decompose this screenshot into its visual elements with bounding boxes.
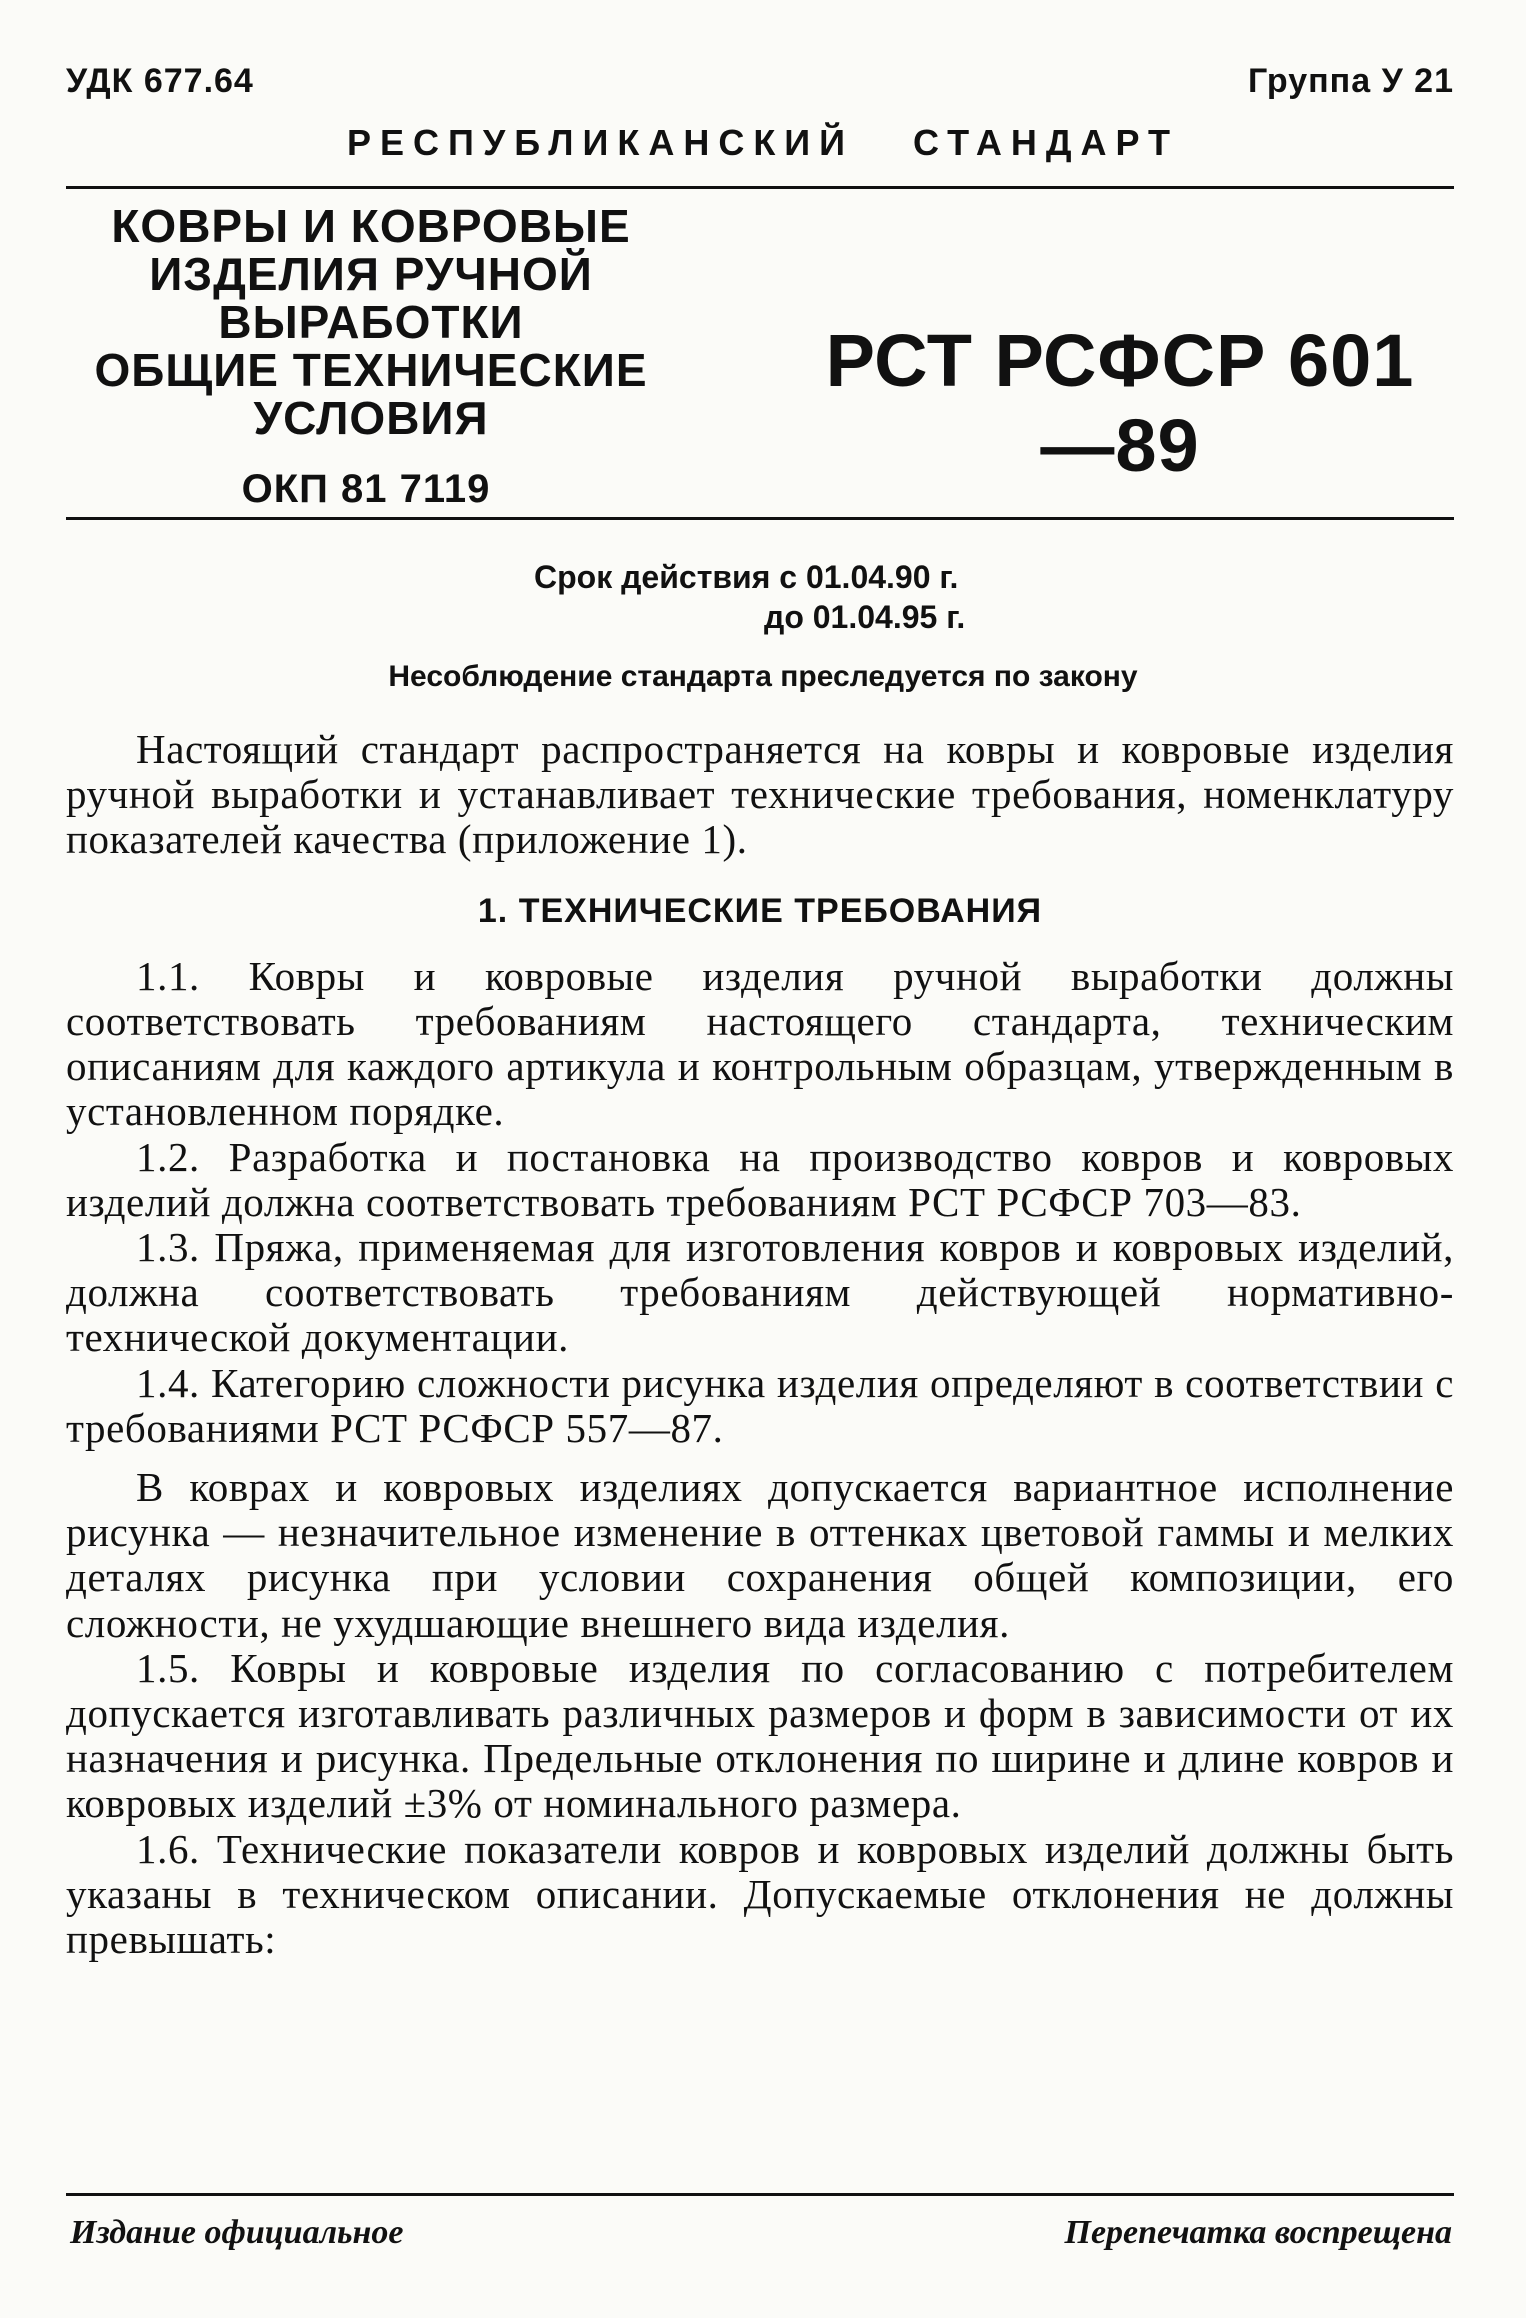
okp-code: ОКП 81 7119 <box>241 467 491 511</box>
document-body <box>66 727 1454 1962</box>
validity-to: до 01.04.95 г. <box>764 599 966 635</box>
standard-designation: РСТ РСФСР 601—89 <box>825 319 1415 487</box>
title-line-2: ИЗДЕЛИЯ РУЧНОЙ <box>149 248 593 300</box>
title-line-5: УСЛОВИЯ <box>253 392 489 444</box>
standard-type-heading: РЕСПУБЛИКАНСКИЙ СТАНДАРТ <box>346 122 1180 163</box>
validity-period <box>534 557 965 637</box>
reprint-prohibited-note: Перепечатка воспрещена <box>1064 2214 1452 2251</box>
official-edition-note: Издание официальное <box>70 2214 404 2251</box>
section-1-heading: 1. ТЕХНИЧЕСКИЕ ТРЕБОВАНИЯ <box>477 891 1043 930</box>
clause-1-5: 1.5. Ковры и ковровые изделия по согласованию с потребителем допускается изготавливать различных размеров и форм в зависимости от их назначения и рисунка. Предельные отклонения по ширине и длине ковров и ковровых изделий ±3% от номинального размера. <box>66 1644 1454 1827</box>
clause-1-2: 1.2. Разработка и постановка на производство ковров и ковровых изделий должна соответствовать требованиям РСТ РСФСР 703—83. <box>66 1133 1454 1225</box>
footer-rule <box>66 2193 1454 2196</box>
clause-1-4: 1.4. Категорию сложности рисунка изделия определяют в соответствии с требованиями РСТ РСФСР 557—87. <box>66 1359 1454 1451</box>
header-rule-bottom <box>66 517 1454 520</box>
group-code: Группа У 21 <box>1247 62 1454 100</box>
title-line-1: КОВРЫ И КОВРОВЫЕ <box>111 200 631 252</box>
validity-from: Срок действия с 01.04.90 г. <box>534 559 959 595</box>
clause-1-6: 1.6. Технические показатели ковров и ковровых изделий должны быть указаны в техническом описании. Допускаемые отклонения не должны превышать: <box>66 1825 1454 1963</box>
title-line-4: ОБЩИЕ ТЕХНИЧЕСКИЕ <box>94 344 648 396</box>
clause-1-1: 1.1. Ковры и ковровые изделия ручной выработки должны соответствовать требованиям настоящего стандарта, техническим описаниям для каждого артикула и контрольным образцам, утвержденным в установленном порядке. <box>66 952 1454 1135</box>
udk-code: УДК 677.64 <box>66 62 254 100</box>
document-title <box>66 202 676 442</box>
intro-paragraph: Настоящий стандарт распространяется на ковры и ковровые изделия ручной выработки и устанавливает технические требования, номенклатуру показателей качества (приложение 1). <box>66 726 1454 863</box>
clause-1-3: 1.3. Пряжа, применяемая для изготовления ковров и ковровых изделий, должна соответствовать требованиям действующей нормативно-технической документации. <box>66 1224 1454 1361</box>
penalty-notice: Несоблюдение стандарта преследуется по закону <box>388 660 1138 693</box>
clause-1-4-variant: В коврах и ковровых изделиях допускается вариантное исполнение рисунка — незначительное изменение в оттенках цветовой гаммы и мелких деталях рисунка при условии сохранения общей композиции, его сложности, не ухудшающие внешнего вида изделия. <box>66 1464 1454 1646</box>
header-rule-top <box>66 186 1454 189</box>
title-line-3: ВЫРАБОТКИ <box>218 296 524 348</box>
